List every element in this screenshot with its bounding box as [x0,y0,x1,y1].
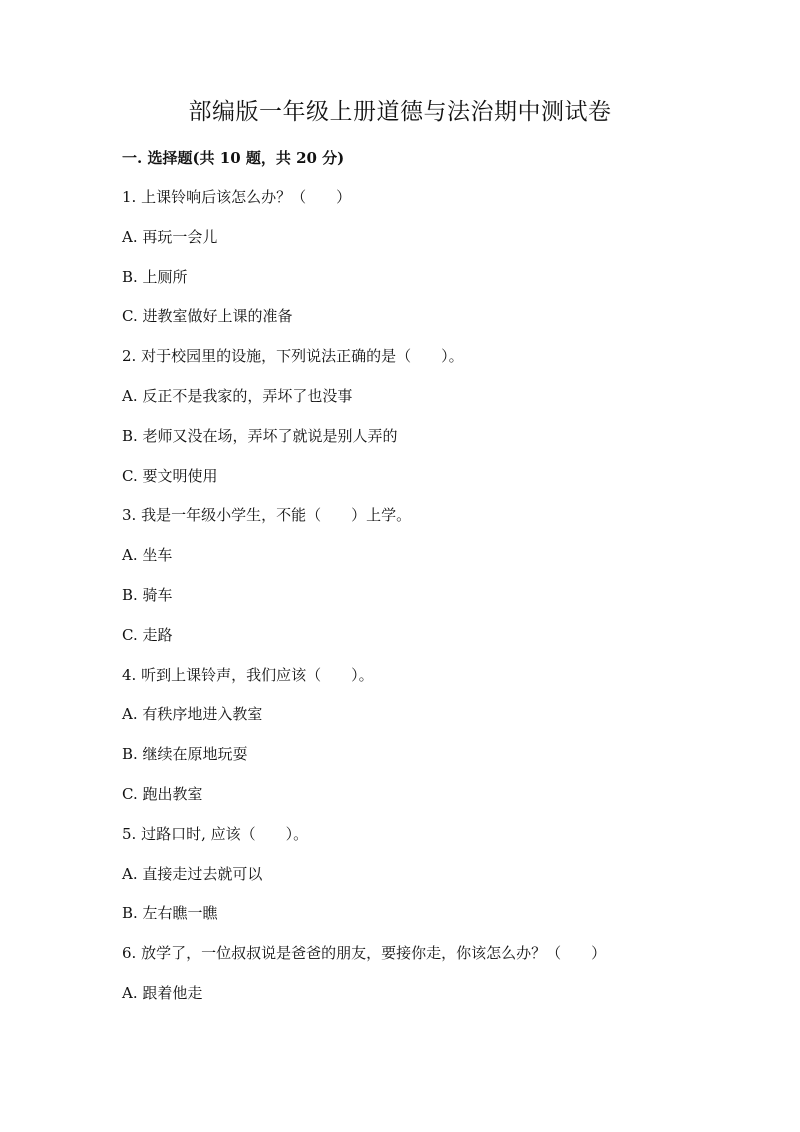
question-stem: 4. 听到上课铃声，我们应该（ ）。 [122,665,374,684]
question-stem: 6. 放学了，一位叔叔说是爸爸的朋友，要接你走，你该怎么办？（ ） [122,944,607,963]
page-title: 部编版一年级上册道德与法治期中测试卷 [188,99,612,125]
answer-option: C. 进教室做好上课的准备 [122,307,293,326]
answer-option: B. 上厕所 [122,267,188,286]
answer-option: A. 再玩一会儿 [122,227,218,246]
question-list [122,186,606,1022]
answer-option: B. 骑车 [122,585,173,604]
answer-option: C. 跑出教室 [122,784,203,803]
answer-option: A. 反正不是我家的，弄坏了也没事 [122,386,353,405]
answer-option: B. 左右瞧一瞧 [122,904,218,923]
question-stem: 2. 对于校园里的设施，下列说法正确的是（ ）。 [122,347,464,366]
answer-option: B. 老师又没在场，弄坏了就说是别人弄的 [122,426,398,445]
section-heading: 一. 选择题(共 10 题，共 20 分) [122,149,345,167]
answer-option: A. 直接走过去就可以 [122,864,263,883]
question-stem: 5. 过路口时, 应该（ ）。 [122,824,309,843]
answer-option: A. 跟着他走 [122,983,203,1002]
answer-option: C. 走路 [122,625,173,644]
answer-option: C. 要文明使用 [122,466,218,485]
question-stem: 3. 我是一年级小学生，不能（ ）上学。 [122,506,412,525]
answer-option: B. 继续在原地玩耍 [122,745,248,764]
answer-option: A. 坐车 [122,546,173,565]
answer-option: A. 有秩序地进入教室 [122,705,263,724]
question-stem: 1. 上课铃响后该怎么办？（ ） [122,188,352,206]
